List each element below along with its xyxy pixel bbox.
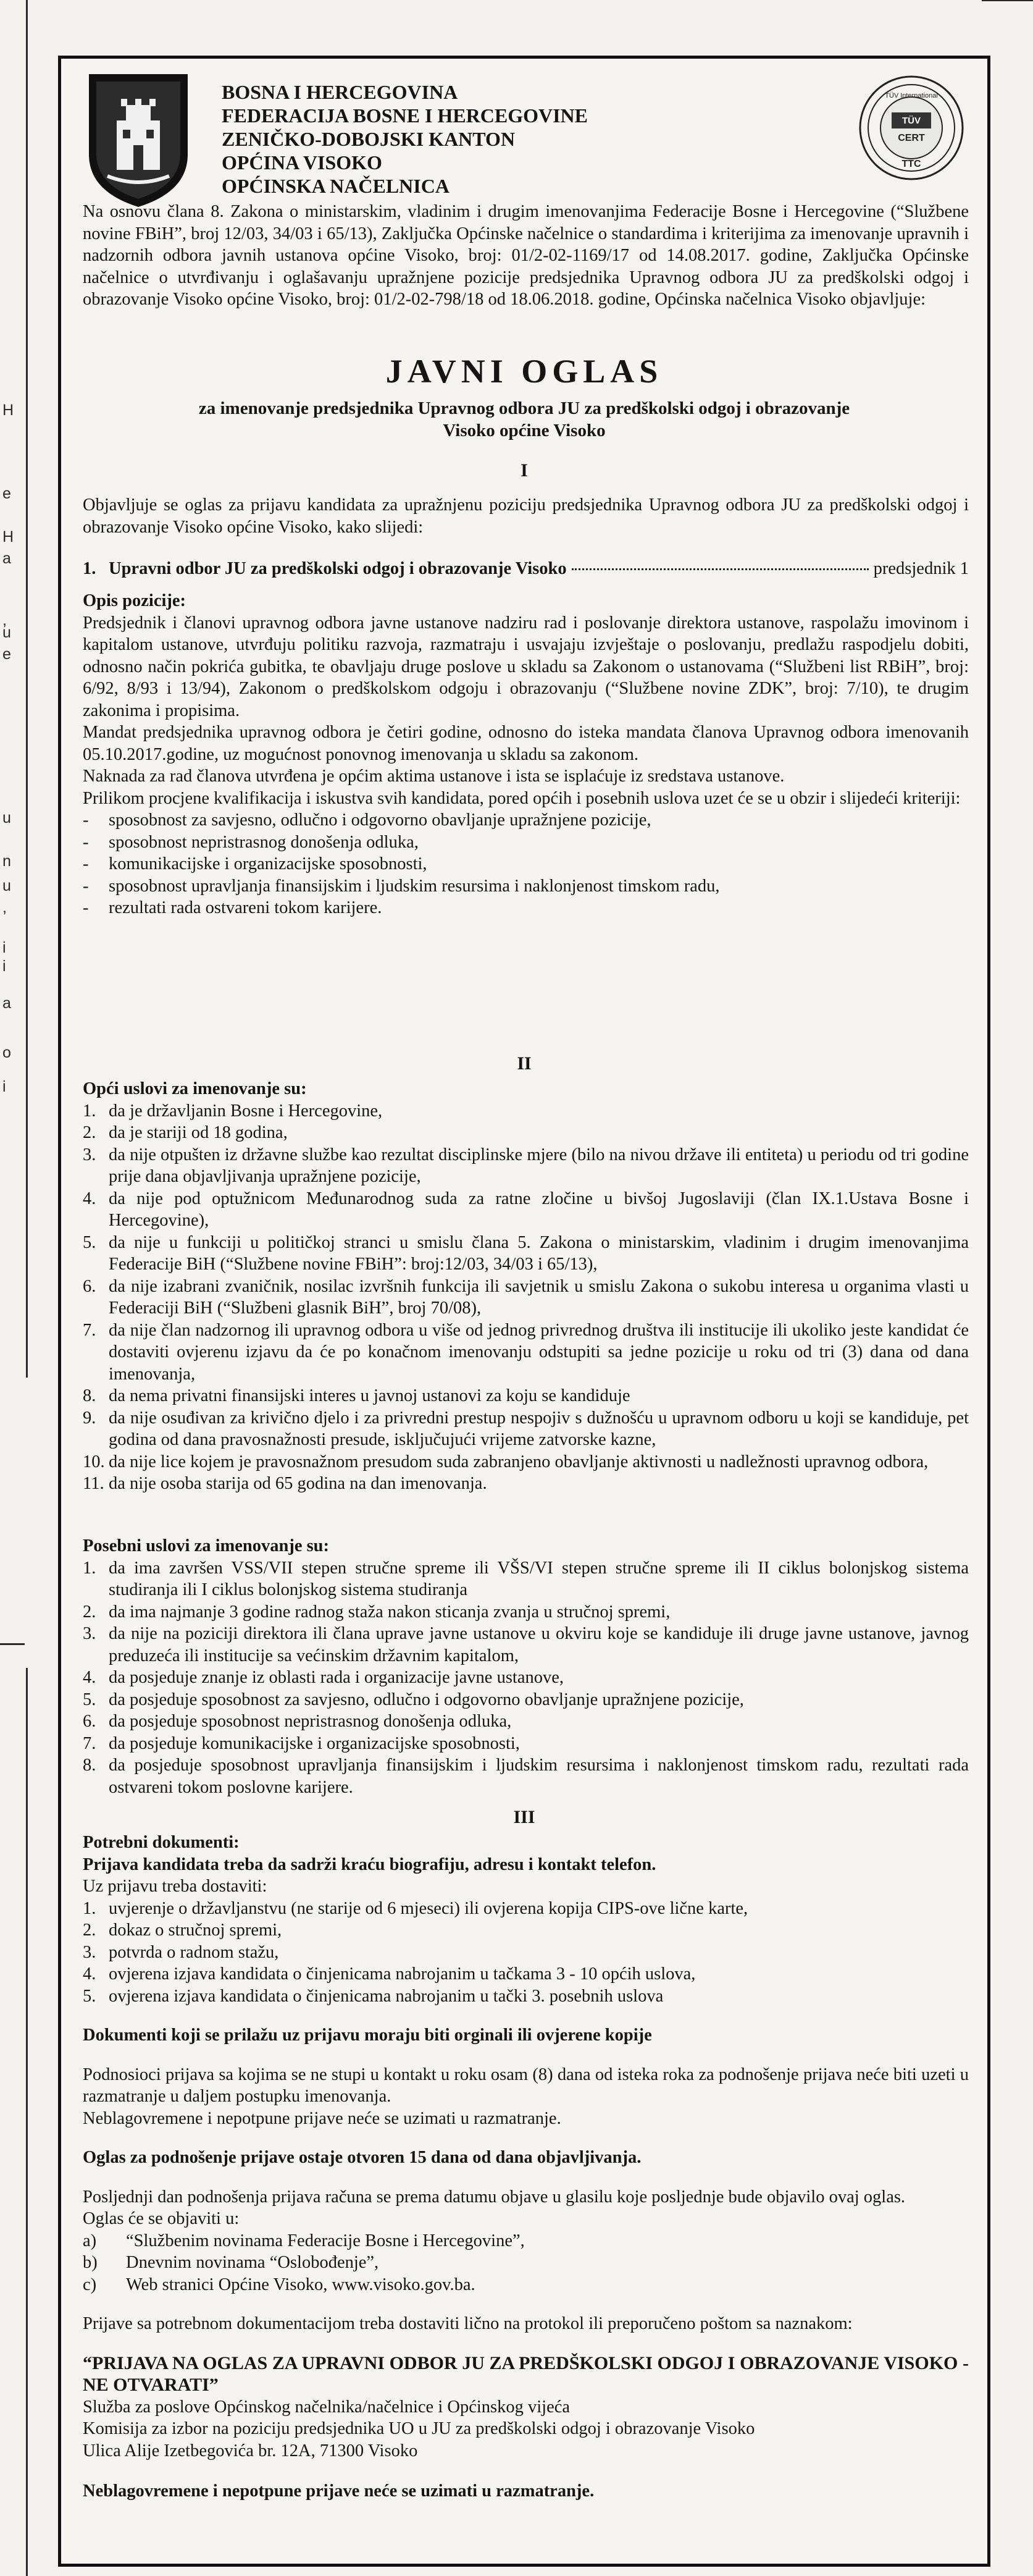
special-conditions: [83, 1535, 969, 1798]
contact-deadline-text: Podnosioci prijava sa kojima se ne stupi u kontakt u roku osam (8) dana od isteka roka za podnošenje prijava neće biti uzeti u razmatranje u daljem postupku imenovanja.: [83, 2065, 969, 2106]
section-heading-3: III: [513, 1807, 535, 1827]
mandate-text: Mandat predsjednika upravnog odbora je četiri godine, odnosno do isteka mandata članova Upravnog odbora imenovanih 05.10.2017.godine, uz mogućnost ponovnog imenovanja u skladu sa zakonom.: [83, 723, 969, 764]
issuer-line: FEDERACIJA BOSNE I HERCEGOVINE: [222, 104, 588, 127]
leader-dots: [572, 568, 869, 570]
address-line: Ulica Alije Izetbegovića br. 12A, 71300 Visoko: [83, 2441, 418, 2460]
notice-title: JAVNI OGLAS: [385, 353, 663, 390]
position-role: predsjednik 1: [873, 559, 969, 578]
list-item: 1. da je državljanin Bosne i Hercegovine,: [83, 1101, 383, 1121]
address-line: Komisija za izbor na poziciju predsjednika UO u JU za predškolski odgoj i obrazovanje Visoko: [83, 2419, 755, 2438]
issuer-line: BOSNA I HERCEGOVINA: [222, 81, 458, 103]
general-conditions: [83, 1078, 969, 1495]
envelope-marking: “PRIJAVA NA OGLAS ZA UPRAVNI ODBOR JU ZA PREDŠKOLSKI ODGOJ I OBRAZOVANJE VISOKO - NE OTVARATI”: [83, 2352, 969, 2395]
list-item: - sposobnost za savjesno, odlučno i odgovorno obavljanje upražnjene pozicije,: [83, 810, 651, 830]
margin-fragment: H: [2, 528, 14, 545]
list-item: 5. da nije u funkciji u političkoj stranci u smislu člana 5. Zakona o ministarskim, vladinim i drugim imenovanjima Federacije BiH (“Službene novine FBiH”: broj:12/03, 34/03 i 65/13),: [83, 1232, 969, 1274]
column-rule-left: [26, 0, 28, 1378]
list-item: b) Dnevnim novinama “Oslobođenje”,: [83, 2253, 379, 2272]
column-rule-left-lower: [26, 1668, 28, 2576]
list-item: 1. uvjerenje o državljanstvu (ne starije od 6 mjeseci) ili ovjerena kopija CIPS-ove lične karte,: [83, 1898, 748, 1918]
list-item: 2. dokaz o stručnoj spremi,: [83, 1921, 282, 1940]
criteria-intro: Prilikom procjene kvalifikacija i iskustva svih kandidata, pored općih i posebnih uslova uzet će se u obzir i slijedeći kriteriji:: [83, 788, 961, 808]
list-item: 9. da nije osuđivan za krivično djelo i za privredni prestup nespojiv s dužnošću u upravnom odboru u koji se kandiduje, pet godina od dana pravosnažnosti presude, isključujući vrijeme zatvorske kazne,: [83, 1408, 969, 1449]
publish-intro: Oglas će se objaviti u:: [83, 2209, 240, 2228]
column-rule-top: [982, 0, 1033, 1]
open-period-text: Oglas za podnošenje prijave ostaje otvoren 15 dana od dana objavljivanja.: [83, 2148, 642, 2167]
svg-text:TTC: TTC: [901, 159, 921, 169]
late-applications-text: Neblagovremene i nepotpune prijave neće se uzimati u razmatranje.: [83, 2108, 561, 2128]
list-item: 7. da posjeduje komunikacijske i organizacijske sposobnosti,: [83, 1733, 520, 1753]
documents-intro: Uz prijavu treba dostaviti:: [83, 1877, 267, 1896]
compensation-text: Naknada za rad članova utvrđena je općim aktima ustanove i ista se isplaćuje iz sredstava ustanove.: [83, 767, 785, 786]
position-name: Upravni odbor JU za predškolski odgoj i obrazovanje Visoko: [109, 559, 567, 578]
list-item: 6. da nije izabrani zvaničnik, nosilac izvršnih funkcija ili savjetnik u smislu Zakona o sukobu interesa u organima vlasti u Federaciji BiH (“Službeni glasnik BiH”, broj 70/08),: [83, 1276, 969, 1318]
notice-subtitle: za imenovanje predsjednika Upravnog odbora JU za predškolski odgoj i obrazovanje Visoko općine Visoko: [198, 398, 850, 440]
margin-fragment: e: [2, 485, 11, 502]
certification-seal-icon: [858, 74, 966, 182]
list-item: - rezultati rada ostvareni tokom karijere.: [83, 898, 382, 917]
originals-note: Dokumenti koji se prilažu uz prijavu moraju biti orginali ili ovjerene kopije: [83, 2026, 652, 2045]
svg-text:TÜV International: TÜV International: [885, 92, 938, 99]
issuer-line: OPĆINA VISOKO: [222, 151, 382, 174]
section1-paragraph: Objavljuje se oglas za prijavu kandidata za upražnjenu poziciju predsjednika Upravnog odbora JU za predškolski odgoj i obrazovanje Visoko općine Visoko, kako slijedi:: [83, 495, 969, 537]
documents-block: [83, 1832, 969, 2502]
margin-fragment: a: [2, 550, 11, 567]
special-conditions-heading: Posebni uslovi za imenovanje su:: [83, 1536, 330, 1555]
margin-fragment: i: [2, 958, 6, 975]
description-heading: Opis pozicije:: [83, 591, 186, 610]
last-day-text: Posljednji dan podnošenja prijava računa se prema datumu objave u glasilu koje posljednje bude objavilo ovaj oglas.: [83, 2187, 906, 2207]
list-item: - komunikacijske i organizacijske sposobnosti,: [83, 854, 427, 873]
margin-fragment: u: [2, 809, 11, 827]
column-divider-lower: [0, 1643, 25, 1645]
documents-subheading: Prijava kandidata treba da sadrži kraću biografiju, adresu i kontakt telefon.: [83, 1854, 656, 1874]
margin-fragment: a: [2, 995, 11, 1012]
list-item: 4. da posjeduje znanje iz oblasti rada i organizacije javne ustanove,: [83, 1668, 564, 1687]
margin-fragment: i: [2, 939, 6, 956]
list-item: 3. da nije otpušten iz državne službe kao rezultat disciplinske mjere (bilo na nivou države ili entiteta) u periodu od tri godine prije dana objavljivanja upražnjene pozicije,: [83, 1145, 969, 1186]
list-item: 11. da nije osoba starija od 65 godina na dan imenovanja.: [83, 1474, 487, 1493]
issuer-line: ZENIČKO-DOBOJSKI KANTON: [222, 128, 516, 150]
general-conditions-heading: Opći uslovi za imenovanje su:: [83, 1079, 307, 1098]
position-number: 1.: [83, 559, 96, 578]
list-item: c) Web stranici Općine Visoko, www.visoko.gov.ba.: [83, 2275, 475, 2294]
list-item: - sposobnost upravljanja finansijskim i ljudskim resursima i naklonjenost timskom radu,: [83, 876, 720, 896]
margin-fragment: ,: [2, 612, 7, 629]
list-item: 1. da ima završen VSS/VII stepen stručne spreme ili VŠS/VI stepen stručne spreme ili II ciklus bolonjskog sistema studiranja ili I ciklus bolonjskog sistema studiranja: [83, 1558, 969, 1599]
list-item: 10. da nije lice kojem je pravosnažnom presudom suda zabranjeno obavljanje aktivnosti u nadležnosti upravnog odbora,: [83, 1452, 929, 1471]
intro-paragraph: Na osnovu člana 8. Zakona o ministarskim, vladinim i drugim imenovanjima Federacije Bosne i Hercegovine (“Službene novine FBiH”, broj 12/03, 34/03 i 65/13), Zaključka Općinske načelnice o standardima i kriterijima za imenovanje upravnih i nadzornih odbora javnih ustanova općine Visoko, broj: 01/2-02-1169/17 od 14.08.2017. godine, Zaključka Općinske načelnice o utvrđivanju i oglašavanju upražnjene pozicije predsjednika Upravnog odbora JU za predškolski odgoj i obrazovanje Visoko općine Visoko, broj: 01/2-02-798/18 od 18.06.2018. godine, Općinska načelnica Visoko objavljuje:: [83, 202, 969, 309]
issuer-block: [222, 80, 588, 198]
list-item: - sposobnost nepristrasnog donošenja odluka,: [83, 832, 419, 852]
section-heading-1: I: [521, 460, 528, 481]
list-item: 7. da nije član nadzornog ili upravnog odbora u više od jednog privrednog društva ili institucije ili ukoliko jeste kandidat će dostaviti ovjerenu izjavu da će po konačnom imenovanju odstupiti sa jedne pozicije u roku od tri (3) dana od dana imenovanja,: [83, 1320, 969, 1384]
list-item: 2. da ima najmanje 3 godine radnog staža nakon sticanja zvanja u stručnoj spremi,: [83, 1602, 671, 1622]
margin-fragment: n: [2, 852, 11, 870]
margin-fragment: ,: [2, 899, 7, 916]
list-item: 5. da posjeduje sposobnost za savjesno, odlučno i odgovorno obavljanje upražnjene pozicije,: [83, 1690, 744, 1709]
closing-note: Neblagovremene i nepotpune prijave neće se uzimati u razmatranje.: [83, 2481, 595, 2501]
list-item: 8. da posjeduje sposobnost upravljanja finansijskim i ljudskim resursima i naklonjenost timskom radu, rezultati rada ostvareni tokom poslovne karijere.: [83, 1756, 969, 1797]
documents-heading: Potrebni dokumenti:: [83, 1833, 240, 1852]
list-item: 4. ovjerena izjava kandidata o činjenicama nabrojanim u tačkama 3 - 10 općih uslova,: [83, 1964, 696, 1984]
list-item: a) “Službenim novinama Federacije Bosne i Hercegovine”,: [83, 2231, 525, 2250]
criteria-list: [83, 809, 969, 919]
list-item: 2. da je stariji od 18 godina,: [83, 1123, 288, 1142]
svg-text:CERT: CERT: [898, 133, 925, 143]
submission-text: Prijave sa potrebnom dokumentacijom treba dostaviti lično na protokol ili preporučeno poštom sa naznakom:: [83, 2314, 853, 2333]
margin-fragment: u: [2, 624, 11, 641]
list-item: 6. da posjeduje sposobnost nepristrasnog donošenja odluka,: [83, 1712, 512, 1731]
margin-fragment: e: [2, 646, 11, 663]
svg-text:TÜV: TÜV: [902, 116, 921, 126]
list-item: 3. da nije na poziciji direktora ili člana uprave javne ustanove u okviru koje se kandiduje ili druge javne ustanove, javnog preduzeća ili institucije sa većinskim državnim kapitalom,: [83, 1624, 969, 1665]
position-line: [83, 558, 969, 580]
list-item: 3. potvrda o radnom stažu,: [83, 1942, 279, 1962]
list-item: 4. da nije pod optužnicom Međunarodnog suda za ratne zločine u bivšoj Jugoslaviji (član IX.1.Ustava Bosne i Hercegovine),: [83, 1189, 969, 1230]
margin-fragment: i: [2, 1078, 6, 1095]
list-item: 5. ovjerena izjava kandidata o činjenicama nabrojanim u tački 3. posebnih uslova: [83, 1986, 664, 2006]
public-notice: [58, 56, 990, 2567]
section-heading-2: II: [517, 1053, 532, 1074]
address-line: Služba za poslove Općinskog načelnika/načelnice i Općinskog vijeća: [83, 2397, 571, 2417]
margin-fragment: H: [2, 402, 14, 419]
margin-fragment: u: [2, 877, 11, 894]
list-item: 8. da nema privatni finansijski interes u javnoj ustanovi za koju se kandiduje: [83, 1386, 630, 1405]
description-block: [83, 590, 969, 919]
issuer-line: OPĆINSKA NAČELNICA: [222, 175, 450, 197]
description-text: Predsjednik i članovi upravnog odbora javne ustanove nadziru rad i poslovanje direktora ustanove, raspolažu imovinom i kapitalom ustanove, utvrđuju politiku razvoja, razmatraju i usvajaju izvještaje o poslovanju, predlažu raspodjelu dobiti, odnosno način pokrića gubitka, te obavljaju druge poslove u skladu sa Zakonom o ustanovama (“Službeni list RBiH”, broj: 6/92, 8/93 i 13/94), Zakonom o predškolskom odgoju i obrazovanju (“Službene novine ZDK”, broj: 7/10), te drugim zakonima i propisima.: [83, 613, 969, 720]
coat-of-arms-icon: [83, 68, 194, 210]
margin-fragment: o: [2, 1044, 11, 1061]
